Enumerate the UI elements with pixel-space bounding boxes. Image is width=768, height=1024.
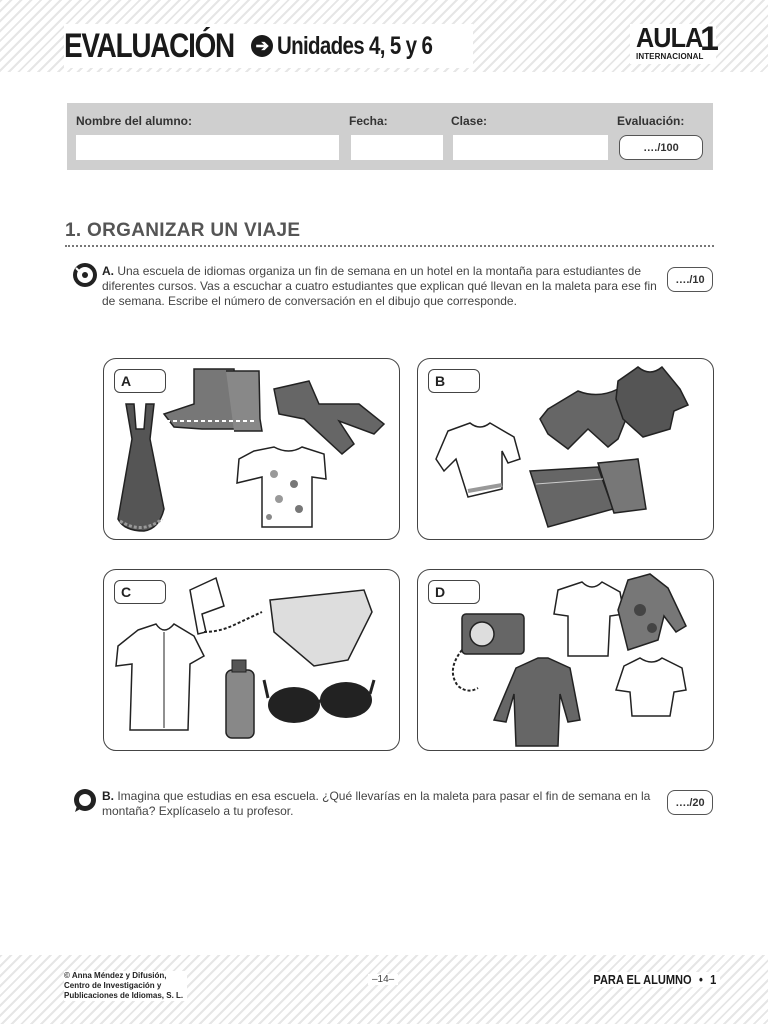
sunglasses-drawing: [264, 680, 374, 723]
class-field[interactable]: [453, 135, 608, 160]
long-sleeve-shirt-drawing: [540, 389, 628, 449]
class-label: Clase:: [451, 114, 488, 128]
panel-d-letter: D: [435, 584, 446, 600]
evaluation-label: Evaluación:: [617, 114, 685, 128]
section-title: 1. ORGANIZAR UN VIAJE: [65, 220, 301, 241]
shirt-drawing: [116, 624, 204, 730]
header-subtitle: Unidades 4, 5 y 6: [277, 31, 433, 60]
brand-logo: [630, 20, 719, 64]
exercise-a-score: …./10: [667, 267, 713, 292]
name-label: Nombre del alumno:: [76, 114, 193, 128]
exercise-b-instructions: Imagina que estudias en esa escuela. ¿Qué llevarías en la maleta para pasar el fin de semana en la montaña? Explícaselo a tu profesor.: [102, 789, 651, 818]
page-header: [64, 24, 473, 68]
panel-b-letter: B: [435, 373, 446, 389]
bullet-separator: •: [698, 972, 703, 987]
audience-label: PARA EL ALUMNO: [593, 972, 692, 987]
page-number: –14–: [368, 974, 398, 985]
footer-audience: [590, 972, 720, 987]
footer-copyright: [64, 971, 187, 1001]
sun-cream-drawing: [226, 660, 254, 738]
student-info-box: [67, 103, 713, 170]
header-title: EVALUACIÓN: [64, 26, 234, 65]
arrow-right-icon: ➔: [251, 35, 273, 57]
panel-d-answer-box[interactable]: [428, 580, 480, 604]
level-number: 1: [710, 972, 717, 987]
exercise-b-score: …./20: [667, 790, 713, 815]
copyright-line-3: Publicaciones de Idiomas, S. L.: [64, 991, 184, 1000]
panel-a: [103, 358, 400, 540]
copyright-line-2: Centro de Investigación y: [64, 981, 162, 990]
exercise-a-text: [102, 264, 658, 309]
towel-drawing: [270, 590, 372, 666]
exercise-a-instructions: Una escuela de idiomas organiza un fin de semana en un hotel en la montaña para estudiantes de diferentes cursos. Vas a escuchar a cuatro estudiantes que explican qué llevan en la maleta para ese fin de semana. Escribe el número de conversación en el dibujo que corresponde.: [102, 264, 657, 308]
date-field[interactable]: [351, 135, 443, 160]
section-divider: [65, 245, 714, 247]
speech-bubble-icon: [72, 788, 98, 819]
sweater-drawing: [436, 423, 520, 497]
date-label: Fecha:: [349, 114, 388, 128]
brand-number: 1: [700, 20, 719, 58]
name-field[interactable]: [76, 135, 339, 160]
t-shirt-drawing: [237, 447, 326, 527]
t-shirt-drawing: [616, 367, 688, 437]
brand-word: AULA: [636, 22, 703, 53]
evaluation-score: …./100: [619, 135, 703, 160]
panel-d: [417, 569, 714, 751]
jeans-drawing: [274, 381, 384, 454]
panel-c-letter: C: [121, 584, 132, 600]
hair-dryer-drawing: [190, 578, 262, 634]
boots-drawing: [164, 369, 262, 431]
exercise-b-text: [102, 789, 658, 819]
panel-c-answer-box[interactable]: [114, 580, 166, 604]
panel-b-answer-box[interactable]: [428, 369, 480, 393]
books-drawing: [530, 459, 646, 527]
panel-a-letter: A: [121, 373, 132, 389]
exercise-a-label: A.: [102, 264, 114, 278]
panel-b: [417, 358, 714, 540]
dress-drawing: [118, 404, 164, 531]
long-sleeve-shirt-drawing: [618, 574, 686, 650]
turtleneck-sweater-drawing: [494, 658, 580, 746]
exercise-b-label: B.: [102, 789, 114, 803]
t-shirt-drawing: [554, 582, 624, 656]
listening-cd-icon: [72, 262, 98, 293]
panel-c: [103, 569, 400, 751]
copyright-line-1: © Anna Méndez y Difusión,: [64, 971, 167, 980]
t-shirt-drawing: [616, 658, 686, 716]
panel-a-answer-box[interactable]: [114, 369, 166, 393]
brand-sub: INTERNACIONAL: [636, 52, 704, 61]
